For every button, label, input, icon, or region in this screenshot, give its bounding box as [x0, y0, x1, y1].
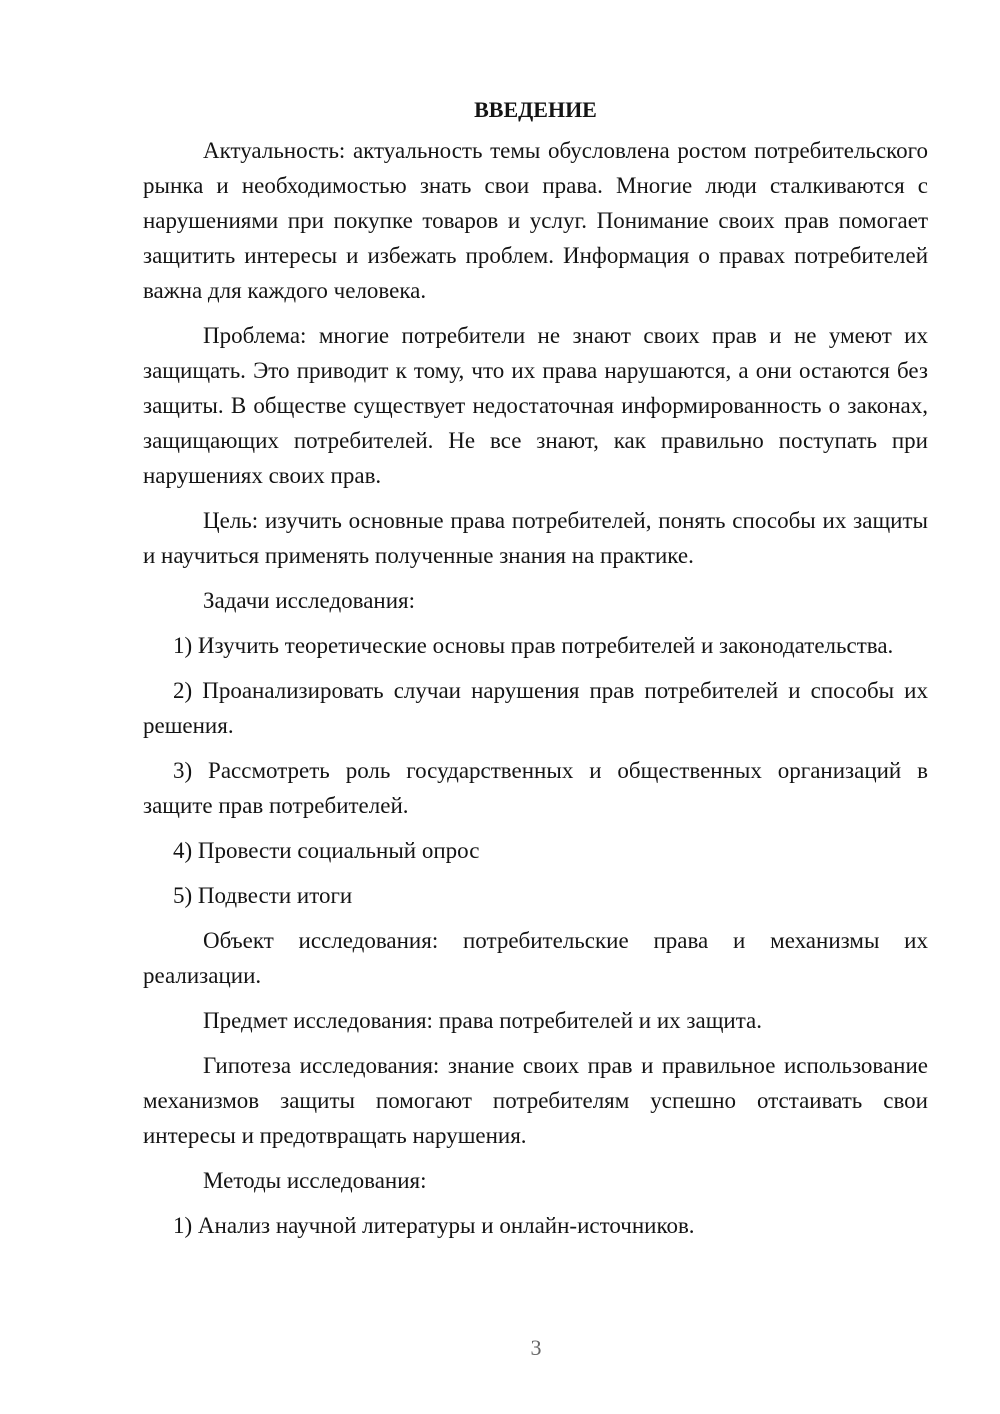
paragraph-goal: Цель: изучить основные права потребителей, понять способы их защиты и научиться применять полученные знания на практике. [143, 508, 928, 568]
task-item-3: 3) Рассмотреть роль государственных и общественных организаций в защите прав потребителей. [143, 758, 928, 818]
page-content [143, 95, 928, 1243]
task-item-5: 5) Подвести итоги [173, 883, 353, 908]
paragraph-problem: Проблема: многие потребители не знают своих прав и не умеют их защищать. Это приводит к тому, что их права нарушаются, а они остаются без защиты. В обществе существует недостаточная информированность о законах, защищающих потребителей. Не все знают, как правильно поступать при нарушениях своих прав. [143, 323, 928, 488]
paragraph-subject: Предмет исследования: права потребителей и их защита. [203, 1008, 763, 1033]
page-number: 3 [530, 1335, 542, 1360]
method-item-1: 1) Анализ научной литературы и онлайн-источников. [173, 1213, 695, 1238]
section-heading: ВВЕДЕНИЕ [474, 97, 597, 122]
paragraph-relevance: Актуальность: актуальность темы обусловлена ростом потребительского рынка и необходимостью знать свои права. Многие люди сталкиваются с нарушениями при покупке товаров и услуг. Понимание своих прав помогает защитить интересы и избежать проблем. Информация о правах потребителей важна для каждого человека. [143, 138, 928, 303]
task-item-1: 1) Изучить теоретические основы прав потребителей и законодательства. [173, 633, 894, 658]
paragraph-tasks-heading: Задачи исследования: [203, 588, 416, 613]
paragraph-methods-heading: Методы исследования: [203, 1168, 427, 1193]
paragraph-hypothesis: Гипотеза исследования: знание своих прав и правильное использование механизмов защиты помогают потребителям успешно отстаивать свои интересы и предотвращать нарушения. [143, 1053, 928, 1148]
task-item-2: 2) Проанализировать случаи нарушения прав потребителей и способы их решения. [143, 678, 928, 738]
task-item-4: 4) Провести социальный опрос [173, 838, 480, 863]
paragraph-object: Объект исследования: потребительские права и механизмы их реализации. [143, 928, 928, 988]
